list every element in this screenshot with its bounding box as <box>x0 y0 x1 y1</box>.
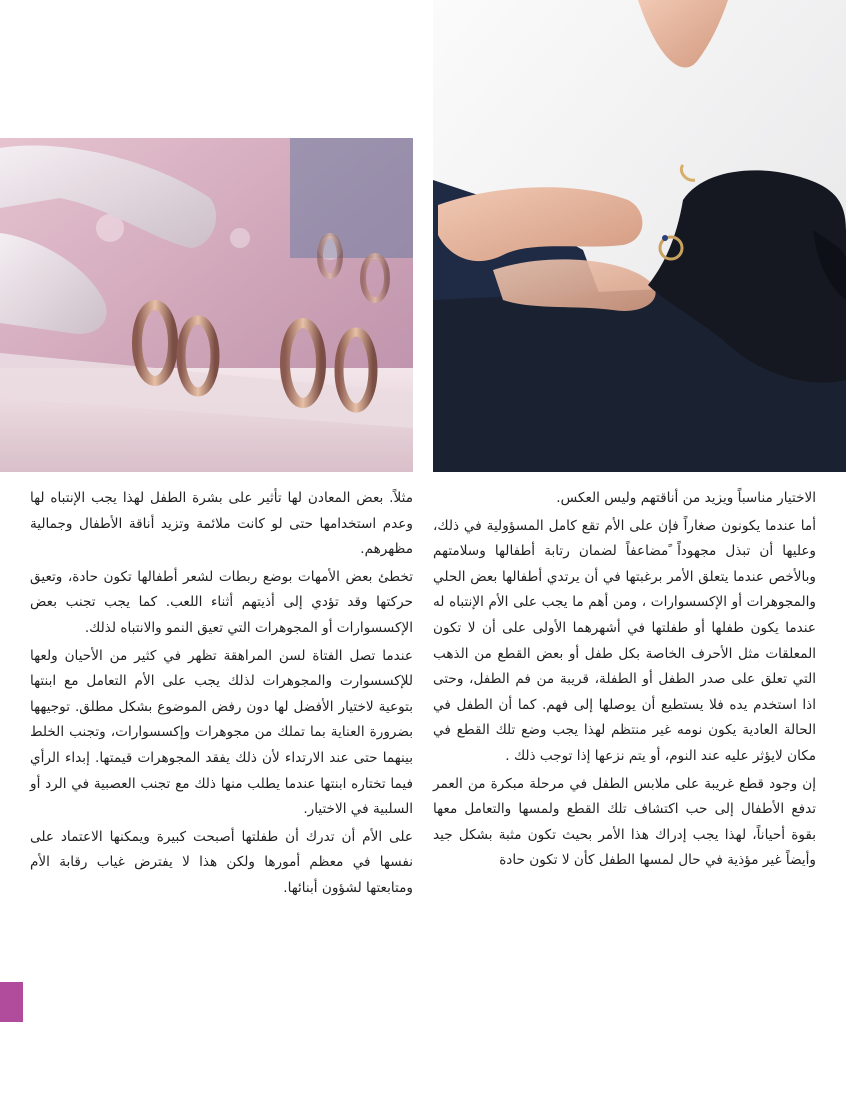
paragraph: أما عندما يكونون صغاراً فإن على الأم تقع كامل المسؤولية في ذلك، وعليها أن تبذل مجهوداً ًمضاعفاً لضمان رتابة أطفالها وسلامتهم وبالأخص عندما يتعلق الأمر برغبتها في أن يرتدي أطفالها بعض الحلي والمجوهرات أو الإكسسوارات ، ومن أهم ما يجب على الأم الإنتباه له عندما يكون طفلها أو طفلتها في أشهرهما الأولى على أن لا تكون المعلقات مثل الأحرف الخاصة بكل طفل أو بعض القطع من الذهب التي تعلق على صدر الطفل أو الطفلة، قريبة من فم الطفل، وحتى اذا استخدم يده فلا يستطيع أن يوصلها إلى فهم. كما أن الطفل في الحالة العادية يكون نومه غير منتظم لهذا يجب وضع تلك القطع في مكان لايؤثر عليه عند النوم، أو يتم نزعها إذا توجب ذلك . <box>433 517 816 764</box>
paragraph: الاختيار مناسباً ويزيد من أناقتهم وليس العكس. <box>556 490 816 506</box>
photo-icon <box>0 138 413 472</box>
paragraph: عندما تصل الفتاة لسن المراهقة تظهر في كثير من الأحيان ولعها للإكسسوارت والمجوهرات لذلك يجب على الأم التعامل مع ابنتها بتوعية لاختيار الأفضل لها دون رفض الموضوع بشكل مطلق. توجيهها بضرورة العناية بما تملك من مجوهرات وإكسسوارات، وتجنب الخلط بينهما حتى عند الارتداء لأن ذلك يفقد المجوهرات قيمتها. إبداء الرأي فيما تختاره ابنتها عندما يطلب منها ذلك مع تجنب العصبية في الرد أو السلبية في الاختيار. <box>30 647 413 818</box>
ring-fitting-photo <box>433 0 846 472</box>
article-column-left <box>30 486 413 904</box>
paragraph: مثلاً. بعض المعادن لها تأثير على بشرة الطفل لهذا يجب الإنتباه لها وعدم استخدامها حتى لو كانت ملائمة وتزيد أناقة الأطفال وجمالية مظهرهم. <box>30 490 413 558</box>
paragraph: تخطئ بعض الأمهات بوضع ربطات لشعر أطفالها تكون حادة، وتعيق حركتها وقد تؤدي إلى أذيتهم أثناء اللعب. كما يجب تجنب بعض الإكسسوارات أو المجوهرات التي تعيق النمو والانتباه لذلك. <box>30 568 413 636</box>
paragraph: إن وجود قطع غريبة على ملابس الطفل في مرحلة مبكرة من العمر تدفع الأطفال إلى حب اكتشاف تلك القطع ولمسها والتعامل معها بقوة أحياناً، لهذا يجب إدراك هذا الأمر بحيث تكون مثبة بشكل جيد وأيضاً غير مؤذية في حال لمسها الطفل كأن لا تكون حادة <box>433 775 816 869</box>
page-edge-tab <box>0 982 23 1022</box>
rings-display-photo <box>0 138 413 472</box>
article-column-right <box>433 486 816 876</box>
photo-icon <box>433 0 846 472</box>
paragraph: على الأم أن تدرك أن طفلتها أصبحت كبيرة ويمكنها الاعتماد على نفسها في معظم أمورها ولكن هذا لا يفترض غياب رقابة الأم ومتابعتها لشؤون أبنائها. <box>30 828 413 896</box>
